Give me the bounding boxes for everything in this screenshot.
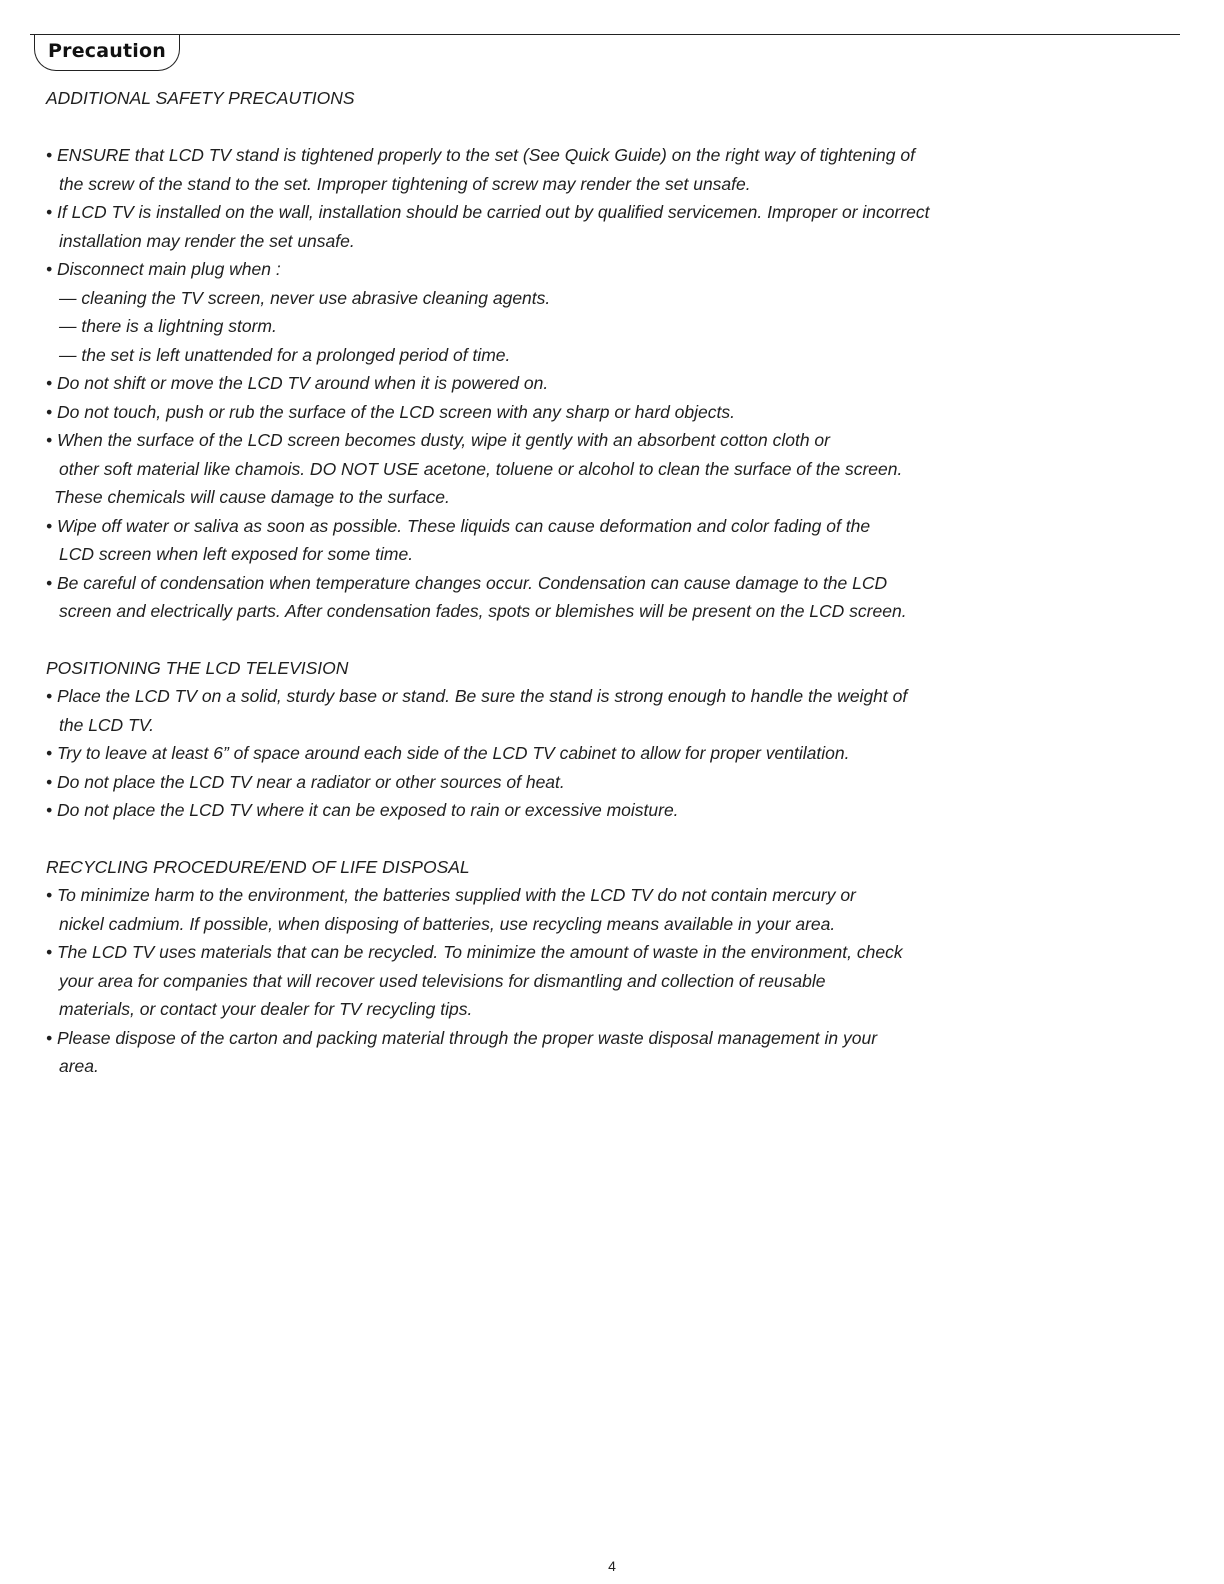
bullet-line: • Be careful of condensation when temperature changes occur. Condensation can cause damage to the LCD [46,572,888,593]
continuation-line: nickel cadmium. If possible, when disposing of batteries, use recycling means available in your area. [59,913,836,934]
bullet-line: • To minimize harm to the environment, the batteries supplied with the LCD TV do not contain mercury or [46,885,856,905]
continuation-line: other soft material like chamois. DO NOT USE acetone, toluene or alcohol to clean the surface of the screen. [59,458,903,479]
bullet-line: • Wipe off water or saliva as soon as possible. These liquids can cause deformation and color fading of the [46,515,871,536]
dash-line: — cleaning the TV screen, never use abrasive cleaning agents. [59,287,551,308]
bullet-line: • Do not shift or move the LCD TV around when it is powered on. [46,373,549,393]
bullet-line: • Place the LCD TV on a solid, sturdy base or stand. Be sure the stand is strong enough to handle the weight of [46,686,908,706]
page-number: 4 [608,1558,616,1574]
continuation-line: materials, or contact your dealer for TV recycling tips. [59,999,473,1019]
section-tab-label: Precaution [48,39,166,62]
bullet-line: • Do not place the LCD TV where it can be exposed to rain or excessive moisture. [46,800,679,820]
section-title: POSITIONING THE LCD TELEVISION [46,657,349,678]
bullet-line: • When the surface of the LCD screen becomes dusty, wipe it gently with an absorbent cotton cloth or [46,430,830,450]
positioning-section [46,654,1106,825]
bullet-line: • Do not touch, push or rub the surface of the LCD screen with any sharp or hard objects. [46,401,735,422]
additional-safety-section [46,84,1106,626]
bullet-line: • Try to leave at least 6” of space around each side of the LCD TV cabinet to allow for proper ventilation. [46,743,850,763]
bullet-line: • Please dispose of the carton and packing material through the proper waste disposal management in your [46,1027,878,1048]
continuation-line: the LCD TV. [59,714,154,735]
continuation-line: area. [59,1056,99,1076]
section-title: RECYCLING PROCEDURE/END OF LIFE DISPOSAL [46,856,470,877]
continuation-line: installation may render the set unsafe. [59,230,355,251]
section-title: ADDITIONAL SAFETY PRECAUTIONS [46,88,355,108]
bullet-line: • Disconnect main plug when : [46,259,281,279]
page-content [46,84,1106,1081]
section-tab [34,35,180,71]
bullet-line: • Do not place the LCD TV near a radiator or other sources of heat. [46,771,565,792]
dash-line: — there is a lightning storm. [59,316,277,336]
header-rule [30,34,1180,35]
bullet-line: • The LCD TV uses materials that can be recycled. To minimize the amount of waste in the environment, check [46,942,903,962]
continuation-line: the screw of the stand to the set. Improper tightening of screw may render the set unsafe. [59,173,751,194]
dash-line: — the set is left unattended for a prolonged period of time. [59,344,511,365]
continuation-line: your area for companies that will recover used televisions for dismantling and collection of reusable [59,970,826,991]
bullet-line: • ENSURE that LCD TV stand is tightened properly to the set (See Quick Guide) on the right way of tightening of [46,145,915,165]
bullet-line: • If LCD TV is installed on the wall, installation should be carried out by qualified servicemen. Improper or incorrect [46,202,930,222]
continuation-line: screen and electrically parts. After condensation fades, spots or blemishes will be present on the LCD screen. [59,601,907,621]
continuation-line: These chemicals will cause damage to the surface. [54,487,450,507]
continuation-line: LCD screen when left exposed for some time. [59,544,414,564]
recycling-section [46,853,1106,1081]
